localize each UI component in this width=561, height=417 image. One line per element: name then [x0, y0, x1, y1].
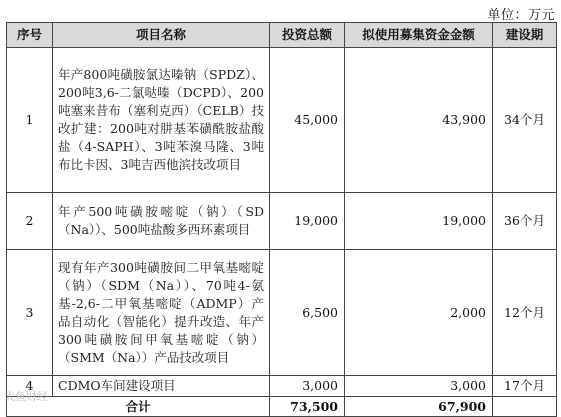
total-label: 合计: [7, 397, 270, 417]
row-raised-funds: 3,000: [345, 376, 493, 397]
total-investment-sum: 73,500: [270, 397, 345, 417]
row-serial: 2: [7, 193, 53, 250]
row-total-investment: 3,000: [270, 376, 345, 397]
row-project-name: 现有年产300吨磺胺间二甲氧基嘧啶（钠）（SDM（Na））、70吨4-氨基-2,6-二甲氧基嘧啶（ADMP）产品自动化（智能化）提升改造、年产300吨磺胺间甲氧基嘧啶（钠）（SMM（Na））产品技改项目: [53, 250, 270, 376]
row-raised-funds: 2,000: [345, 250, 493, 376]
row-project-name: 年产800吨磺胺氯达嗪钠（SPDZ）、200吨3,6-二氯哒嗪（DCPD）、200吨塞来昔布（塞利克西）（CELB）技改扩建：200吨对肼基苯磺酰胺盐酸盐（4-SAPH）、3吨苯溴马隆、3吨布比卡因、3吨吉西他滨技改项目: [53, 48, 270, 193]
row-period: 34个月: [493, 48, 557, 193]
row-total-investment: 19,000: [270, 193, 345, 250]
table-row: [7, 376, 557, 397]
row-period: 12个月: [493, 250, 557, 376]
header-construction-period: 建设期: [493, 23, 557, 48]
table-row: [7, 193, 557, 250]
watermark-logo: 大鱼财经: [4, 390, 48, 403]
table-row: [7, 48, 557, 193]
row-total-investment: 45,000: [270, 48, 345, 193]
row-project-name: CDMO车间建设项目: [53, 376, 270, 397]
header-serial: 序号: [7, 23, 53, 48]
row-project-name: 年产500吨磺胺嘧啶（钠）（SD（Na））、500吨盐酸多西环素项目: [53, 193, 270, 250]
table-header-row: [7, 23, 557, 48]
row-period: 17个月: [493, 376, 557, 397]
unit-label: 单位：万元: [487, 8, 555, 23]
header-raised-funds: 拟使用募集资金金额: [345, 23, 493, 48]
row-total-investment: 6,500: [270, 250, 345, 376]
table-row: [7, 250, 557, 376]
row-raised-funds: 19,000: [345, 193, 493, 250]
row-serial: 4: [7, 376, 53, 397]
row-serial: 3: [7, 250, 53, 376]
raised-funds-sum: 67,900: [345, 397, 493, 417]
row-period: 36个月: [493, 193, 557, 250]
investment-table: [6, 22, 557, 417]
row-serial: 1: [7, 48, 53, 193]
header-total-investment: 投资总额: [270, 23, 345, 48]
header-project-name: 项目名称: [53, 23, 270, 48]
row-raised-funds: 43,900: [345, 48, 493, 193]
